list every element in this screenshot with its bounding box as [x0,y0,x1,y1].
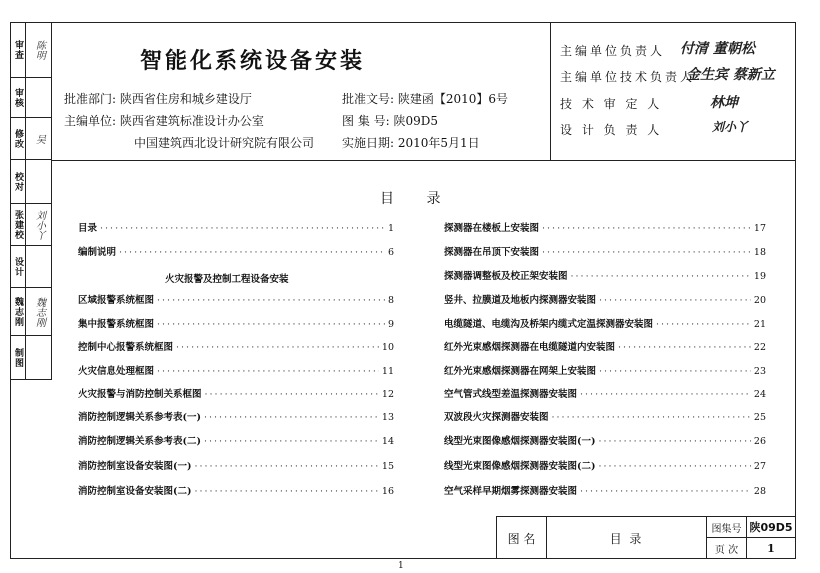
strip-cell-0 [10,22,52,78]
strip-label: 制图 [12,336,26,379]
toc-entry [78,316,394,330]
strip-cell-2 [10,118,52,160]
toc-entry-page: 1 [387,223,394,234]
toc-title: 目 录 [380,191,455,207]
co-editor: 中国建筑西北设计研究院有限公司 [134,136,315,150]
strip-cell-5 [10,246,52,288]
strip-label: 修改 [12,118,26,159]
toc-entry-page: 24 [753,389,766,400]
strip-signature [28,78,50,117]
strip-cell-4 [10,204,52,246]
strip-cell-6 [10,288,52,336]
toc-entry [78,483,394,497]
strip-cell-3 [10,160,52,204]
toc-entry-title: 探测器在吊顶下安装图 [444,247,540,258]
atlas-no [342,112,438,129]
title-block-page-value: 1 [767,542,775,555]
toc-leader-dots [599,461,751,472]
toc-section-heading: 火灾报警及控制工程设备安装 [165,274,289,285]
toc-entry [444,386,766,400]
header-bottom-rule [52,160,796,161]
resp-label-0: 主编单位负责人 [560,44,666,58]
title-block-page-label: 页 次 [707,538,747,559]
approve-dept-label: 批准部门: [64,92,117,106]
toc-entry-title: 集中报警系统框图 [78,319,155,330]
toc-entry-title: 消防控制室设备安装图(一) [78,461,192,472]
toc-leader-dots [157,319,385,330]
toc-entry-page: 23 [753,366,766,377]
toc-leader-dots [599,366,751,377]
toc-entry [78,386,394,400]
editor-unit [64,112,264,129]
toc-entry-page: 12 [381,389,394,400]
toc-leader-dots [205,389,379,400]
editor-label: 主编单位: [64,114,117,128]
toc-entry [78,433,394,447]
toc-entry-page: 15 [381,461,394,472]
toc-leader-dots [552,412,751,423]
toc-entry-title: 控制中心报警系统框图 [78,342,174,353]
toc-leader-dots [656,319,751,330]
toc-entry [444,220,766,234]
strip-label: 审查 [12,22,26,77]
toc-entry-title: 空气管式线型差温探测器安装图 [444,389,578,400]
toc-entry [444,363,766,377]
toc-leader-dots [580,389,751,400]
toc-entry-page: 14 [381,436,394,447]
toc-entry [444,409,766,423]
atlas-no-label: 图 集 号: [342,114,390,128]
toc-entry-page: 10 [381,342,394,353]
strip-label: 设计 [12,246,26,287]
strip-signature: 刘小丫 [33,209,45,240]
toc-entry [444,339,766,353]
toc-entry-page: 16 [381,486,394,497]
toc-entry-page: 27 [753,461,766,472]
toc-entry-title: 空气采样早期烟雾探测器安装图 [444,486,578,497]
toc-leader-dots [204,436,379,447]
toc-leader-dots [100,223,385,234]
strip-label: 审核 [12,78,26,117]
toc-entry [444,483,766,497]
toc-entry-title: 红外光束感烟探测器在电缆隧道内安装图 [444,342,616,353]
toc-entry [444,433,766,447]
toc-leader-dots [542,223,751,234]
impl-date-label: 实施日期: [342,136,395,150]
resp-label-3: 设 计 负 责 人 [560,123,663,137]
toc-leader-dots [571,271,751,282]
resp-signature-3: 刘小丫 [712,120,749,134]
approve-no-label: 批准文号: [342,92,395,106]
toc-entry-title: 目录 [78,223,98,234]
toc-entry-title: 线型光束图像感烟探测器安装图(二) [444,461,596,472]
resp-signature-0: 付清 董朝松 [680,41,755,57]
toc-entry [444,292,766,306]
approve-no-value: 陕建函【2010】6号 [397,92,509,106]
toc-entry [444,268,766,282]
toc-entry [444,244,766,258]
atlas-title: 智能化系统设备安装 [140,48,366,74]
atlas-no-value: 陕09D5 [393,114,439,128]
title-block [496,516,796,559]
toc-leader-dots [157,366,379,377]
toc-entry-title: 消防控制室设备安装图(二) [78,486,192,497]
toc-leader-dots [157,295,385,306]
toc-leader-dots [195,486,379,497]
editor-value: 陕西省建筑标准设计办公室 [119,114,264,128]
title-block-atlas-label: 图集号 [707,517,747,538]
toc-entry-page: 9 [387,319,394,330]
approve-no [342,90,508,107]
toc-leader-dots [618,342,751,353]
toc-entry [78,458,394,472]
left-signature-strip [10,22,52,380]
toc-entry [78,244,394,258]
toc-entry-title: 区域报警系统框图 [78,295,155,306]
toc-leader-dots [195,461,379,472]
toc-entry-title: 探测器调整板及校正架安装图 [444,271,568,282]
toc-entry-title: 编制说明 [78,247,117,258]
toc-entry [78,220,394,234]
title-block-atlas-value: 陕09D5 [747,517,795,538]
toc-entry-title: 火灾信息处理框图 [78,366,155,377]
toc-entry-page: 13 [381,412,394,423]
toc-entry-title: 消防控制逻辑关系参考表(二) [78,436,201,447]
toc-leader-dots [542,247,751,258]
toc-entry [78,409,394,423]
toc-entry-page: 19 [753,271,766,282]
toc-entry-title: 消防控制逻辑关系参考表(一) [78,412,201,423]
title-block-name-label: 图 名 [497,517,547,559]
toc-entry-page: 22 [753,342,766,353]
toc-entry-page: 17 [753,223,766,234]
toc-leader-dots [204,412,379,423]
strip-cell-7 [10,336,52,380]
toc-entry [78,292,394,306]
toc-entry-page: 21 [753,319,766,330]
strip-label: 张建校 [12,204,26,245]
header-divider [550,22,551,160]
impl-date [342,134,480,151]
toc-leader-dots [599,436,751,447]
resp-label-1: 主编单位技术负责人 [560,70,696,84]
strip-signature [28,160,50,203]
strip-signature [28,336,50,379]
toc-leader-dots [599,295,751,306]
toc-entry-title: 双波段火灾探测器安装图 [444,412,549,423]
toc-entry-page: 28 [753,486,766,497]
toc-entry-page: 6 [387,247,394,258]
toc-entry [78,339,394,353]
toc-entry-page: 11 [381,366,394,377]
toc-entry-page: 20 [753,295,766,306]
strip-label: 校对 [12,160,26,203]
resp-label-2: 技 术 审 定 人 [560,97,663,111]
strip-signature: 魏志刚 [33,296,45,327]
toc-entry [444,316,766,330]
strip-signature [28,246,50,287]
toc-entry-title: 红外光束感烟探测器在网架上安装图 [444,366,597,377]
strip-label: 魏志刚 [12,288,26,335]
toc-entry-page: 8 [387,295,394,306]
resp-signature-2: 林坤 [710,95,738,111]
toc-entry-title: 电缆隧道、电缆沟及桥架内缆式定温探测器安装图 [444,319,654,330]
impl-date-value: 2010年5月1日 [397,136,480,150]
toc-entry-page: 18 [753,247,766,258]
toc-leader-dots [119,247,385,258]
toc-entry-page: 26 [753,436,766,447]
toc-entry [78,363,394,377]
toc-entry-page: 25 [753,412,766,423]
toc-entry-title: 竖井、拉膜道及地板内探测器安装图 [444,295,597,306]
strip-cell-1 [10,78,52,118]
toc-entry-title: 线型光束图像感烟探测器安装图(一) [444,436,596,447]
title-block-name-value: 目 录 [547,517,707,559]
page-number: 1 [398,561,404,571]
approve-dept-value: 陕西省住房和城乡建设厅 [119,92,252,106]
toc-entry-title: 探测器在楼板上安装图 [444,223,540,234]
approve-dept [64,90,252,107]
toc-leader-dots [580,486,751,497]
toc-entry [444,458,766,472]
resp-signature-1: 金生宾 蔡新立 [686,67,775,83]
strip-signature: 吴 [33,133,45,144]
strip-signature: 陈明 [33,39,45,60]
toc-entry-title: 火灾报警与消防控制关系框图 [78,389,202,400]
toc-leader-dots [176,342,379,353]
